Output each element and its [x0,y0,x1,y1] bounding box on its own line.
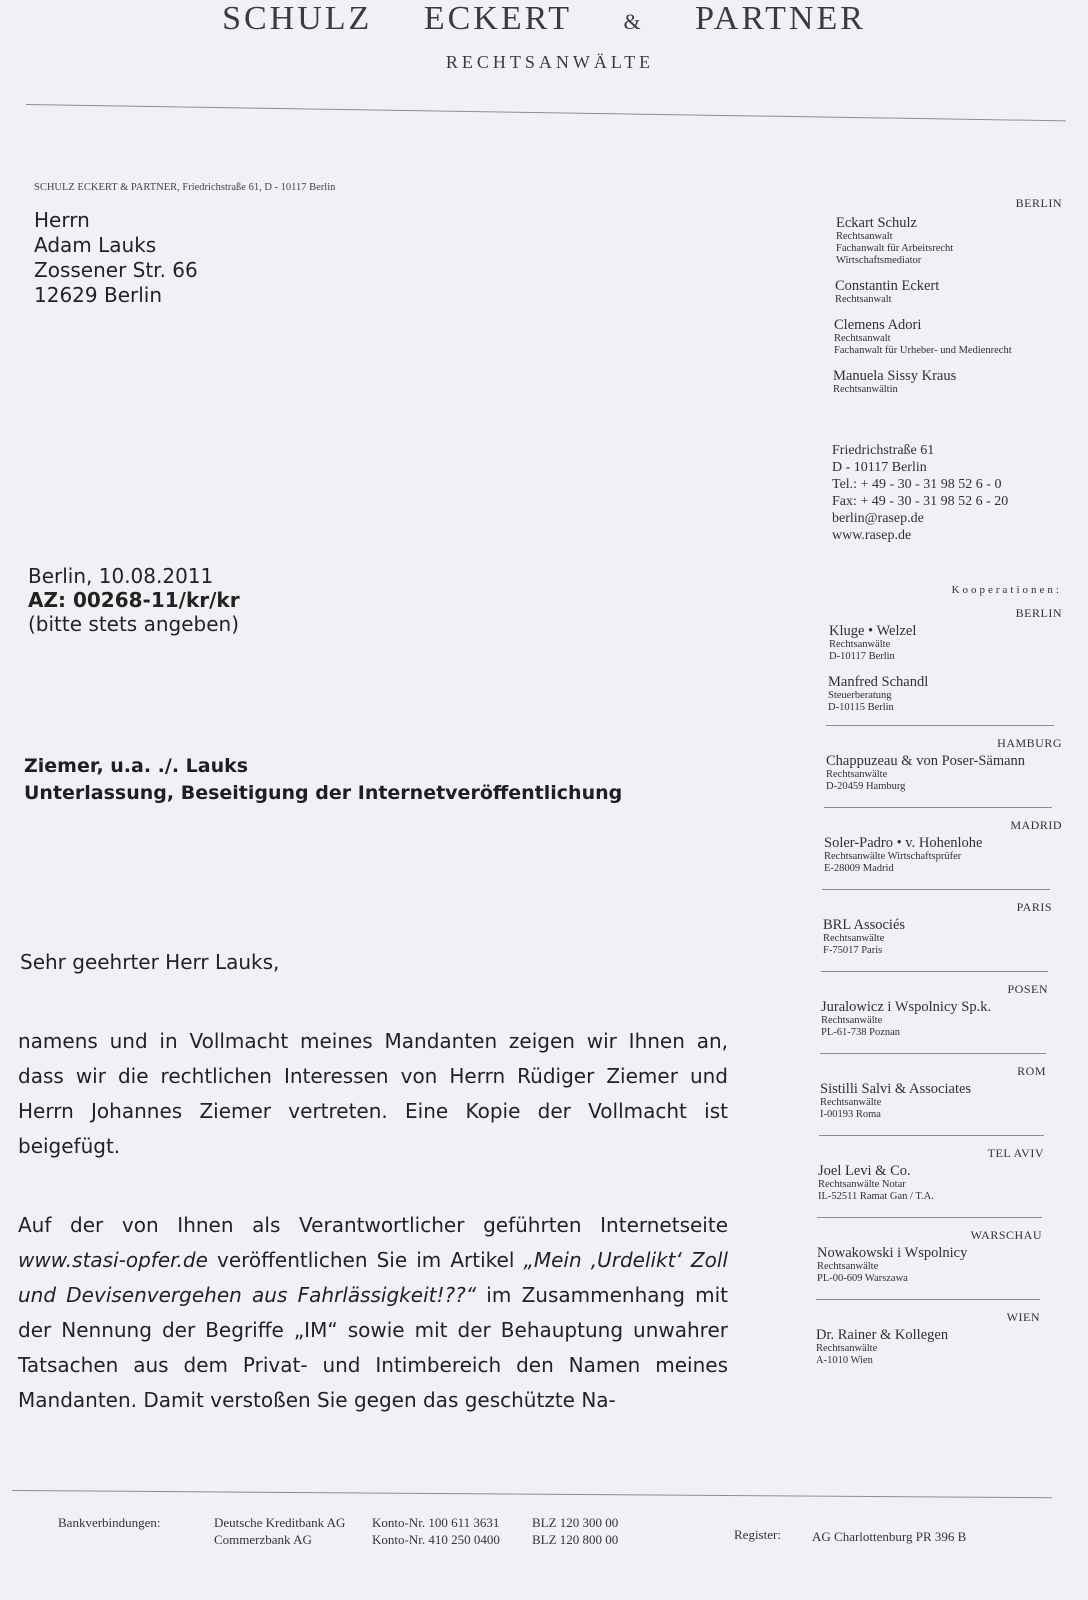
coop-entry [816,1327,1062,1367]
paragraph-text: Auf der von Ihnen als Verantwortlicher geführten Internetseite [18,1213,728,1237]
letterhead-divider [26,104,1066,121]
partner-entry [835,278,1062,306]
coop-city: HAMBURG [997,736,1062,750]
partner-name: Clemens Adori [834,317,922,333]
coop-line: Rechtsanwälte [817,1261,879,1272]
coop-name: Joel Levi & Co. [818,1163,911,1179]
coop-line: IL-52511 Ramat Gan / T.A. [818,1191,934,1202]
coop-city: BERLIN [1015,606,1062,620]
firm-contact [832,442,1082,544]
contact-website: www.rasep.de [832,528,912,543]
bank-code: BLZ 120 300 00 [532,1515,619,1530]
coop-line: Rechtsanwälte [821,1015,883,1026]
coop-city: POSEN [1007,982,1048,996]
coop-name: BRL Associés [823,917,906,933]
partner-name: Manuela Sissy Kraus [833,368,957,384]
partner-title: Wirtschaftsmediator [836,255,922,266]
cooperations-list [812,584,1062,1367]
coop-name: Kluge • Welzel [829,623,917,639]
coop-entry [818,1163,1062,1203]
bank-account: Konto-Nr. 410 250 0400 [372,1532,500,1547]
letter-date: Berlin, 10.08.2011 [28,564,214,588]
coop-entry [821,999,1062,1039]
coop-city: WARSCHAU [970,1228,1042,1242]
bank-name: Commerzbank AG [214,1532,312,1547]
coop-divider [824,807,1052,808]
coop-name: Sistilli Salvi & Associates [820,1081,972,1097]
recipient-line: 12629 Berlin [34,283,163,307]
coop-entry [824,835,1062,875]
partner-title: Rechtsanwalt [835,294,892,305]
coop-line: D-10117 Berlin [829,651,895,662]
coop-line: Steuerberatung [828,690,892,701]
date-reference-block [28,564,240,636]
register-label: Register: [734,1527,781,1542]
subject-line: Unterlassung, Beseitigung der Internetveröffentlichung [24,782,623,804]
coop-divider [821,971,1048,972]
firm-name-word: SCHULZ [222,0,373,37]
partner-title: Fachanwalt für Arbeitsrecht [836,243,954,254]
reference-number: AZ: 00268-11/kr/kr [28,588,240,612]
coop-city: TEL AVIV [987,1146,1044,1160]
partner-entry [833,368,1062,396]
paragraph-text: veröffentlichen Sie im Artikel [207,1248,524,1272]
partner-name: Constantin Eckert [835,278,940,294]
coop-line: F-75017 Paris [823,945,883,956]
partners-city: BERLIN [1015,196,1062,210]
coop-city: MADRID [1010,818,1062,832]
body-paragraph: namens und in Vollmacht meines Mandanten zeigen wir Ihnen an, dass wir die rechtlichen Interessen von Herrn Rüdiger Ziemer und Herrn Johannes Ziemer vertreten. Eine Kopie der Vollmacht ist beigefügt. [18,1029,728,1158]
partner-title: Fachanwalt für Urheber- und Medienrecht [834,345,1012,356]
coop-line: E-28009 Madrid [824,863,894,874]
contact-fax: Fax: + 49 - 30 - 31 98 52 6 - 20 [832,494,1009,509]
recipient-line: Adam Lauks [34,233,157,257]
coop-divider [820,1053,1046,1054]
salutation: Sehr geehrter Herr Lauks, [20,950,280,974]
coop-line: Rechtsanwälte Wirtschaftsprüfer [824,851,962,862]
coop-line: PL-00-609 Warszawa [817,1273,908,1284]
coop-name: Soler-Padro • v. Hohenlohe [824,835,983,851]
coop-entry [823,917,1062,957]
firm-name-ampersand: & [623,9,644,34]
coop-name: Nowakowski i Wspolnicy [817,1245,968,1261]
contact-street: Friedrichstraße 61 [832,443,935,458]
coop-divider [819,1135,1044,1136]
sender-line: SCHULZ ECKERT & PARTNER, Friedrichstraße 61, D - 10117 Berlin [34,182,336,193]
coop-line: Rechtsanwälte [829,639,891,650]
contact-email: berlin@rasep.de [832,511,924,526]
coop-name: Juralowicz i Wspolnicy Sp.k. [821,999,992,1015]
coop-city: WIEN [1006,1310,1040,1324]
partner-entry [834,317,1062,357]
bank-name: Deutsche Kreditbank AG [214,1515,346,1530]
footer-divider [12,1490,1052,1498]
website-reference: www.stasi-opfer.de [18,1248,208,1272]
coop-line: Rechtsanwälte [820,1097,882,1108]
coop-line: Rechtsanwälte [826,769,888,780]
subject-line: Ziemer, u.a. ./. Lauks [24,755,249,777]
coop-entry [820,1081,1062,1121]
register-value: AG Charlottenburg PR 396 B [812,1529,967,1544]
coop-line: Rechtsanwälte [816,1343,878,1354]
firm-name [0,0,1088,38]
partner-name: Eckart Schulz [836,215,917,231]
coop-line: A-1010 Wien [816,1355,873,1366]
bank-codes [532,1514,618,1548]
firm-subtitle: RECHTSANWÄLTE [445,52,655,72]
bank-label: Bankverbindungen: [58,1515,161,1530]
cooperations-heading: Kooperationen: [951,584,1062,596]
paragraph-text: im Zusammenhang mit der Nennung der Begriffe „IM“ sowie mit der Behauptung unwahrer Tatsachen aus dem Privat- und Intimbereich den Namen meines Mandanten. Damit verstoßen Sie gegen das geschützte Na- [18,1283,728,1412]
partner-title: Rechtsanwalt [836,231,893,242]
coop-line: Rechtsanwälte [823,933,885,944]
recipient-line: Herrn [34,208,90,232]
contact-city: D - 10117 Berlin [832,460,927,475]
recipient-line: Zossener Str. 66 [34,258,198,282]
bank-accounts [372,1514,500,1548]
body-paragraph [18,1208,728,1418]
partners-list [812,196,1062,396]
coop-entry [828,674,1062,714]
contact-phone: Tel.: + 49 - 30 - 31 98 52 6 - 0 [832,477,1002,492]
coop-divider [826,725,1054,726]
coop-name: Dr. Rainer & Kollegen [816,1327,949,1343]
coop-line: D-20459 Hamburg [826,781,906,792]
coop-entry [829,623,1062,663]
coop-line: Rechtsanwälte Notar [818,1179,906,1190]
coop-name: Manfred Schandl [828,674,929,690]
coop-line: PL-61-738 Poznan [821,1027,901,1038]
firm-name-word: PARTNER [695,0,866,37]
partner-title: Rechtsanwältin [833,384,898,395]
coop-divider [817,1217,1042,1218]
reference-note: (bitte stets angeben) [28,612,239,636]
bank-account: Konto-Nr. 100 611 3631 [372,1515,500,1530]
bank-names [214,1514,345,1548]
partner-entry [836,215,1062,267]
coop-divider [822,889,1050,890]
partner-title: Rechtsanwalt [834,333,891,344]
coop-line: I-00193 Roma [820,1109,881,1120]
coop-name: Chappuzeau & von Poser-Sämann [826,753,1026,769]
coop-line: D-10115 Berlin [828,702,894,713]
coop-entry [817,1245,1062,1285]
article-title: „Mein ‚Urdelikt‘ Zoll und Devisenvergehen aus Fahrlässigkeit!??“ [18,1248,728,1307]
coop-divider [816,1299,1040,1300]
letter-subject [24,753,622,807]
coop-entry [826,753,1062,793]
coop-city: PARIS [1016,900,1052,914]
recipient-address [34,208,198,308]
firm-name-word: ECKERT [423,0,573,37]
coop-city: ROM [1017,1064,1046,1078]
bank-code: BLZ 120 800 00 [532,1532,619,1547]
